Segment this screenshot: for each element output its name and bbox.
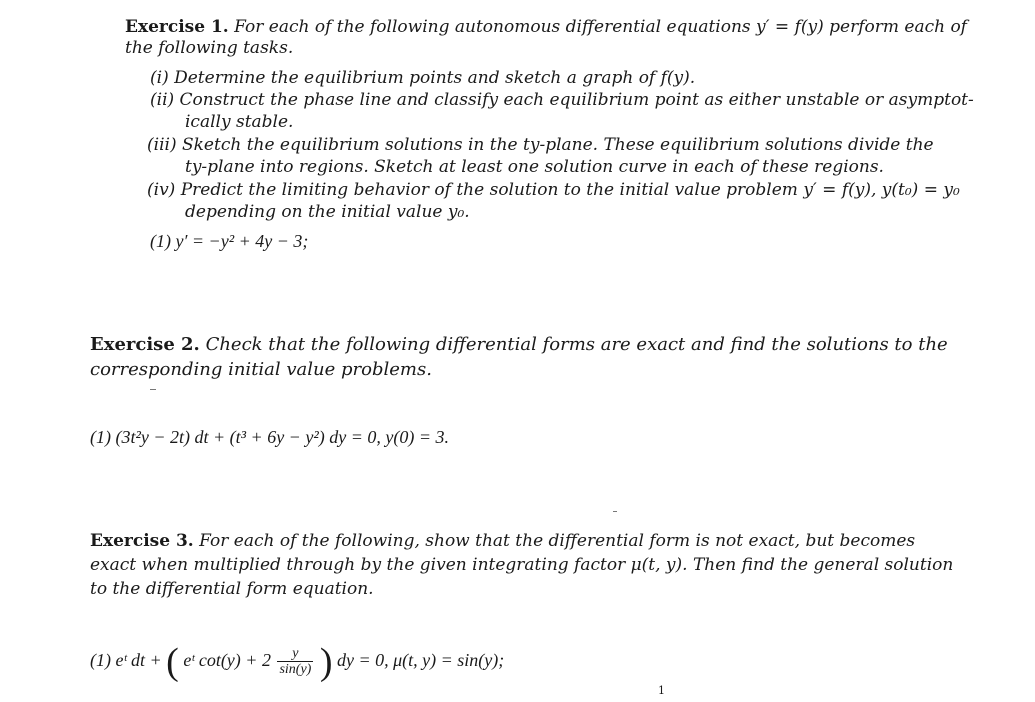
ex1-task-ii-2: ically stable.	[185, 112, 294, 132]
ex3-intro-3: to the differential form equation.	[90, 579, 374, 599]
ex3-problem-1-end: dy = 0, μ(t, y) = sin(y);	[337, 650, 505, 670]
ex2-intro-1: Check that the following differential forms are exact and find the solutions to the	[205, 334, 948, 355]
left-paren: (	[166, 640, 179, 683]
scan-artifact	[613, 511, 617, 512]
ex3-problem-1-inner: eᵗ cot(y) + 2	[183, 650, 271, 670]
ex2-heading: Exercise 2.	[90, 334, 200, 355]
ex3-problem-1-start: (1) eᵗ dt +	[90, 650, 167, 670]
ex1-intro-1: For each of the following autonomous differential equations y′ = f(y) perform each of	[234, 17, 967, 37]
fraction	[277, 646, 313, 677]
right-paren: )	[319, 640, 333, 683]
fraction-numerator: y	[277, 646, 313, 662]
ex1-task-iii-2: ty-plane into regions. Sketch at least one solution curve in each of these regions.	[185, 157, 884, 177]
ex3-intro-1: For each of the following, show that the differential form is not exact, but becomes	[199, 531, 916, 551]
page-number: 1	[658, 684, 665, 697]
ex1-heading: Exercise 1.	[125, 17, 229, 37]
ex2-line-1	[90, 335, 948, 355]
ex3-heading: Exercise 3.	[90, 531, 194, 551]
ex1-task-iii-1: (iii) Sketch the equilibrium solutions in the ty-plane. These equilibrium solutions divide the	[147, 135, 934, 155]
ex3-problem-1	[90, 640, 504, 682]
ex1-intro-2: the following tasks.	[125, 38, 294, 58]
ex3-intro-2: exact when multiplied through by the given integrating factor μ(t, y). Then find the general solution	[90, 555, 954, 575]
ex1-task-ii-1: (ii) Construct the phase line and classify each equilibrium point as either unstable or asymptot-	[150, 90, 974, 110]
ex1-task-iv-1: (iv) Predict the limiting behavior of the solution to the initial value problem y′ = f(y), y(t₀) = y₀	[147, 180, 960, 200]
scan-artifact	[150, 389, 156, 390]
ex1-line-1	[125, 17, 967, 37]
ex1-task-iv-2: depending on the initial value y₀.	[185, 202, 470, 222]
ex3-line-1	[90, 531, 915, 551]
ex2-intro-2: corresponding initial value problems.	[90, 359, 432, 380]
fraction-denominator: sin(y)	[279, 662, 312, 678]
ex2-problem-1: (1) (3t²y − 2t) dt + (t³ + 6y − y²) dy = 0, y(0) = 3.	[90, 427, 449, 447]
ex1-problem-1: (1) y′ = −y² + 4y − 3;	[150, 231, 309, 251]
ex1-task-i: (i) Determine the equilibrium points and sketch a graph of f(y).	[150, 68, 696, 88]
